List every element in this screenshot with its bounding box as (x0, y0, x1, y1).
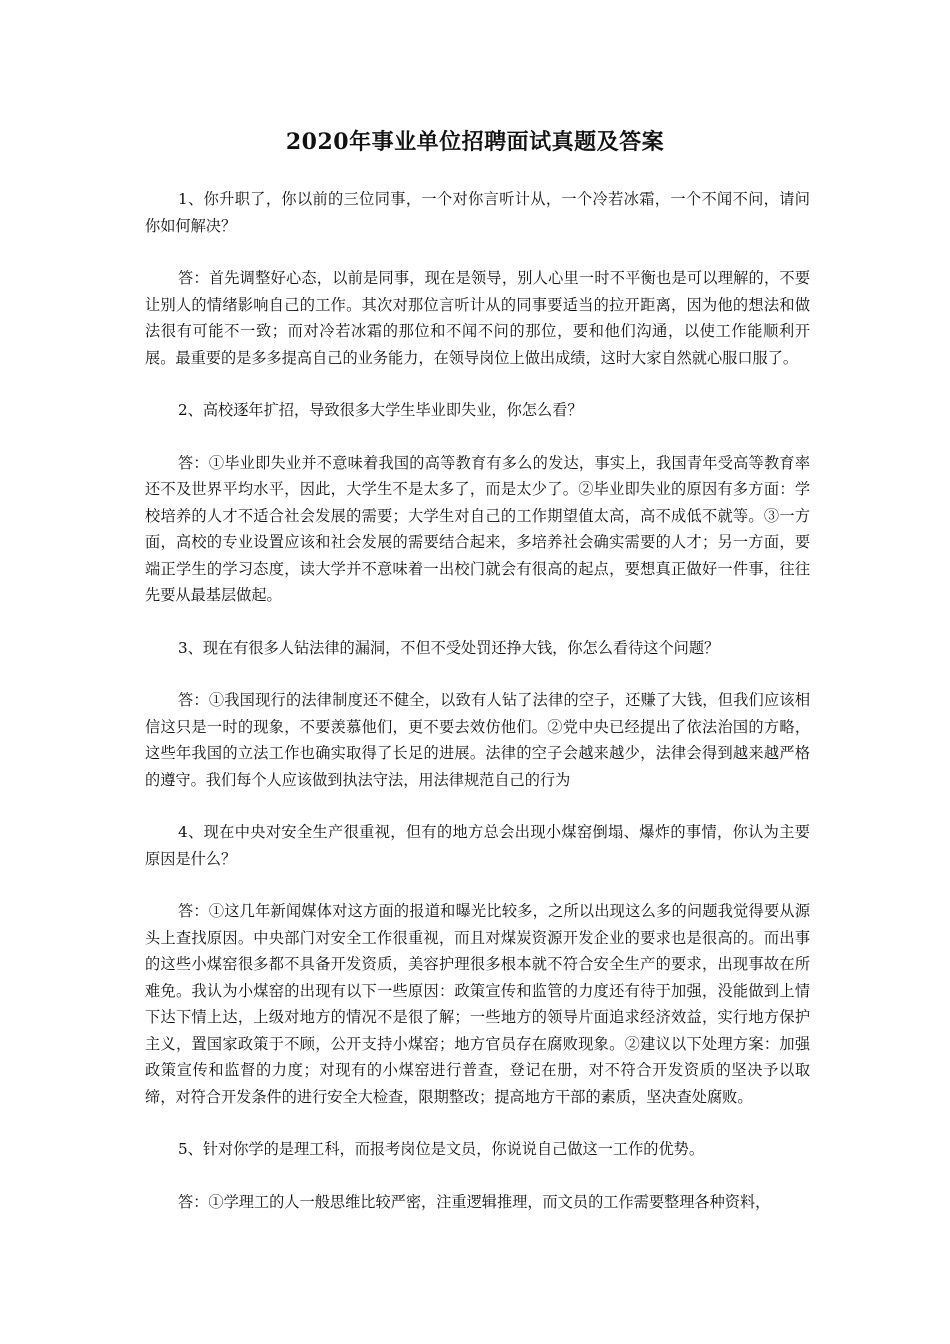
document-body (145, 186, 810, 1241)
answer-3: 答：①我国现行的法律制度还不健全，以致有人钻了法律的空子，还赚了大钱，但我们应该相信这只是一时的现象，不要羡慕他们，更不要去效仿他们。②党中央已经提出了依法治国的方略，这些年我国的立法工作也确实取得了长足的进展。法律的空子会越来越少，法律会得到越来越严格的遵守。我们每个人应该做到执法守法，用法律规范自己的行为 (145, 691, 810, 789)
question-1: 1、你升职了，你以前的三位同事，一个对你言听计从，一个冷若冰霜，一个不闻不问，请问你如何解决？ (145, 190, 810, 235)
question-2: 2、高校逐年扩招，导致很多大学生毕业即失业，你怎么看？ (178, 401, 583, 419)
page-title: 2020年事业单位招聘面试真题及答案 (285, 129, 665, 155)
answer-5: 答：①学理工的人一般思维比较严密，注重逻辑推理，而文员的工作需要整理各种资料， (178, 1192, 771, 1211)
question-5: 5、针对你学的是理工科，而报考岗位是文员，你说说自己做这一工作的优势。 (178, 1140, 705, 1158)
answer-4: 答：①这几年新闻媒体对这方面的报道和曝光比较多，之所以出现这么多的问题我觉得要从源头上查找原因。中央部门对安全工作很重视，而且对煤炭资源开发企业的要求也是很高的。而出事的这些小煤窑很多都不具备开发资质，美容护理很多根本就不符合安全生产的要求，出现事故在所难免。我认为小煤窑的出现有以下一些原因：政策宣传和监管的力度还有待于加强，没能做到上情下达下情上达，上级对地方的情况不是很了解；一些地方的领导片面追求经济效益，实行地方保护主义，置国家政策于不顾，公开支持小煤窑；地方官员存在腐败现象。②建议以下处理方案：加强政策宣传和监督的力度；对现有的小煤窑进行普查，登记在册，对不符合开发资质的坚决予以取缔，对符合开发条件的进行安全大检查，限期整改；提高地方干部的素质，坚决查处腐败。 (145, 902, 810, 1106)
question-3: 3、现在有很多人钻法律的漏洞，不但不受处罚还挣大钱，你怎么看待这个问题？ (178, 638, 720, 657)
question-4: 4、现在中央对安全生产很重视，但有的地方总会出现小煤窑倒塌、爆炸的事情，你认为主要原因是什么？ (145, 823, 810, 868)
answer-1: 答：首先调整好心态，以前是同事，现在是领导，别人心里一时不平衡也是可以理解的，不要让别人的情绪影响自己的工作。其次对那位言听计从的同事要适当的拉开距离，因为他的想法和做法很有可能不一致；而对冷若冰霜的那位和不闻不问的那位，要和他们沟通，以使工作能顺利开展。最重要的是多多提高自己的业务能力，在领导岗位上做出成绩，这时大家自然就心服口服了。 (145, 269, 810, 367)
answer-2: 答：①毕业即失业并不意味着我国的高等教育有多么的发达，事实上，我国青年受高等教育率还不及世界平均水平，因此，大学生不是太多了，而是太少了。②毕业即失业的原因有多方面：学校培养的人才不适合社会发展的需要；大学生对自己的工作期望值太高，高不成低不就等。③一方面，高校的专业设置应该和社会发展的需要结合起来，多培养社会确实需要的人才；另一方面，要端正学生的学习态度，读大学并不意味着一出校门就会有很高的起点，要想真正做好一件事，往往先要从最基层做起。 (145, 453, 810, 604)
